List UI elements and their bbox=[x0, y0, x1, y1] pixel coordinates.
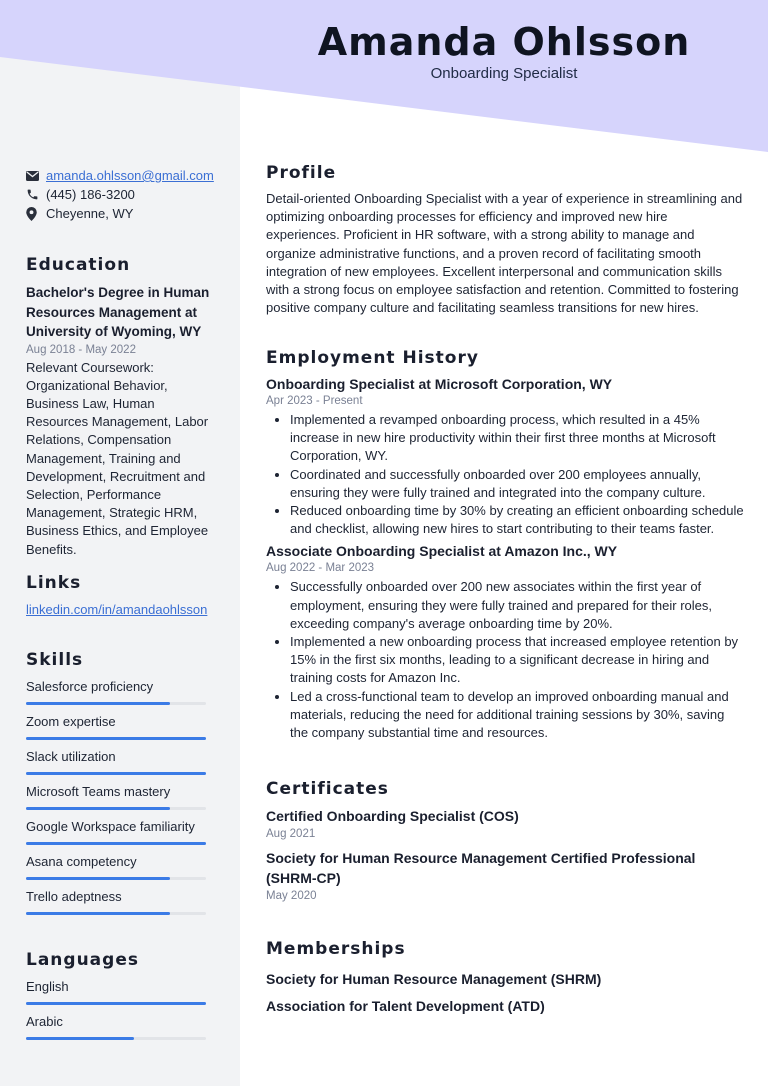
job-bullet: • Implemented a new onboarding process that increased employee retention by 15% in the first six months, leading to a significant decrease in hiring and training costs for Amazon Inc. bbox=[290, 633, 744, 688]
certificate-title: Society for Human Resource Management Certified Professional (SHRM-CP) bbox=[266, 850, 696, 886]
skill-item bbox=[26, 853, 216, 888]
job-bullet: • Coordinated and successfully onboarded over 200 employees annually, ensuring they were fully trained and integrated into the company culture. bbox=[290, 466, 744, 502]
skill-bar-fill bbox=[26, 842, 206, 845]
job-dates: Apr 2023 - Present bbox=[266, 395, 363, 407]
certificate-date: Aug 2021 bbox=[266, 828, 316, 840]
language-bar-fill bbox=[26, 1037, 134, 1040]
skill-bar-fill bbox=[26, 702, 170, 705]
skills-section bbox=[26, 650, 216, 923]
employment-section bbox=[266, 348, 744, 742]
contact-location bbox=[26, 204, 236, 223]
profile-heading: Profile bbox=[266, 163, 337, 183]
links-section bbox=[26, 573, 216, 619]
memberships-heading: Memberships bbox=[266, 939, 406, 959]
certificate-date: May 2020 bbox=[266, 890, 317, 902]
skill-item bbox=[26, 783, 216, 818]
certificates-heading: Certificates bbox=[266, 779, 389, 799]
location-pin-icon bbox=[26, 207, 46, 221]
skill-label: Salesforce proficiency bbox=[26, 679, 154, 694]
language-bar bbox=[26, 1002, 206, 1005]
languages-section bbox=[26, 950, 216, 1048]
envelope-icon bbox=[26, 171, 46, 181]
skill-item bbox=[26, 713, 216, 748]
education-degree: Bachelor's Degree in Human Resources Management at University of Wyoming, WY bbox=[26, 285, 210, 339]
phone-icon bbox=[26, 188, 46, 201]
skill-label: Asana competency bbox=[26, 854, 137, 869]
location-text: Cheyenne, WY bbox=[46, 206, 134, 221]
candidate-name: Amanda Ohlsson bbox=[317, 20, 691, 64]
job-title: Onboarding Specialist bbox=[430, 65, 578, 82]
language-label: Arabic bbox=[26, 1014, 63, 1029]
certificate-entry bbox=[266, 848, 744, 902]
skill-bar bbox=[26, 842, 206, 845]
skill-bar-fill bbox=[26, 877, 170, 880]
skill-item bbox=[26, 748, 216, 783]
skill-bar bbox=[26, 772, 206, 775]
certificate-entry bbox=[266, 806, 744, 840]
job-entry bbox=[266, 542, 744, 742]
language-item bbox=[26, 1013, 216, 1048]
contact-phone bbox=[26, 185, 236, 204]
languages-heading: Languages bbox=[26, 950, 139, 970]
certificate-title: Certified Onboarding Specialist (COS) bbox=[266, 808, 519, 824]
skill-item bbox=[26, 678, 216, 713]
education-dates: Aug 2018 - May 2022 bbox=[26, 343, 136, 356]
job-bullet: • Reduced onboarding time by 30% by creating an efficient onboarding schedule and checklist, allowing new hires to start contributing to their teams faster. bbox=[290, 502, 744, 538]
job-bullet: • Implemented a revamped onboarding process, which resulted in a 45% increase in new hire productivity within their first three months at Microsoft Corporation, WY. bbox=[290, 411, 744, 466]
job-title: Onboarding Specialist at Microsoft Corporation, WY bbox=[266, 376, 613, 392]
skill-label: Google Workspace familiarity bbox=[26, 819, 195, 834]
skill-bar bbox=[26, 877, 206, 880]
skill-item bbox=[26, 888, 216, 923]
language-bar-fill bbox=[26, 1002, 206, 1005]
education-description: Relevant Coursework: Organizational Behavior, Business Law, Human Resources Management, Labor Relations, Compensation Management, Training and Development, Recruitment and Selection, Performance Management, Strategic HRM, Business Ethics, and Employee Benefits. bbox=[26, 359, 209, 557]
job-dates: Aug 2022 - Mar 2023 bbox=[266, 562, 375, 575]
skill-label: Slack utilization bbox=[26, 749, 116, 764]
skill-item bbox=[26, 818, 216, 853]
job-bullets bbox=[266, 578, 744, 742]
job-bullet: • Successfully onboarded over 200 new associates within the first year of employment, ensuring they were fully trained and prepared for their roles, exceeding company's average onboarding time by 20%. bbox=[290, 578, 744, 633]
language-label: English bbox=[26, 979, 69, 994]
skill-bar bbox=[26, 737, 206, 740]
skill-label: Trello adeptness bbox=[26, 889, 122, 904]
skill-bar-fill bbox=[26, 772, 206, 775]
skill-bar bbox=[26, 702, 206, 705]
language-item bbox=[26, 978, 216, 1013]
contact-email bbox=[26, 166, 236, 185]
skill-label: Zoom expertise bbox=[26, 714, 116, 729]
job-bullets bbox=[266, 411, 744, 538]
job-bullet: • Led a cross-functional team to develop an improved onboarding manual and materials, reducing the need for additional training sessions by 30%, saving the company substantial time and resources. bbox=[290, 688, 744, 743]
job-entry bbox=[266, 375, 744, 538]
email-link[interactable]: amanda.ohlsson@gmail.com bbox=[46, 168, 214, 183]
membership-item: Society for Human Resource Management (SHRM) bbox=[266, 971, 602, 987]
contact-block bbox=[26, 166, 236, 223]
employment-heading: Employment History bbox=[266, 348, 479, 368]
skill-bar-fill bbox=[26, 912, 170, 915]
linkedin-link[interactable]: linkedin.com/in/amandaohlsson bbox=[26, 602, 208, 617]
language-bar bbox=[26, 1037, 206, 1040]
skill-bar-fill bbox=[26, 807, 170, 810]
membership-item: Association for Talent Development (ATD) bbox=[266, 998, 545, 1014]
phone-text: (445) 186-3200 bbox=[46, 187, 135, 202]
links-heading: Links bbox=[26, 573, 82, 593]
skill-bar bbox=[26, 912, 206, 915]
skill-bar-fill bbox=[26, 737, 206, 740]
memberships-section bbox=[266, 939, 744, 1020]
certificates-section bbox=[266, 779, 744, 902]
skill-bar bbox=[26, 807, 206, 810]
skills-heading: Skills bbox=[26, 650, 84, 670]
education-heading: Education bbox=[26, 255, 131, 275]
profile-text: Detail-oriented Onboarding Specialist with a year of experience in streamlining and optimizing onboarding processes for efficiency and improved new hire experiences. Proficient in HR software, with a strong ability to manage and organize administrative functions, and a proven record of facilitating smooth integration of new employees. Excellent interpersonal and communication skills with a strong focus on employee satisfaction and retention. Committed to fostering positive company culture and facilitating seamless transitions for new hires. bbox=[266, 191, 743, 316]
profile-section bbox=[266, 163, 744, 317]
job-title: Associate Onboarding Specialist at Amazon Inc., WY bbox=[266, 543, 618, 560]
education-section bbox=[26, 255, 216, 559]
skill-label: Microsoft Teams mastery bbox=[26, 784, 171, 799]
